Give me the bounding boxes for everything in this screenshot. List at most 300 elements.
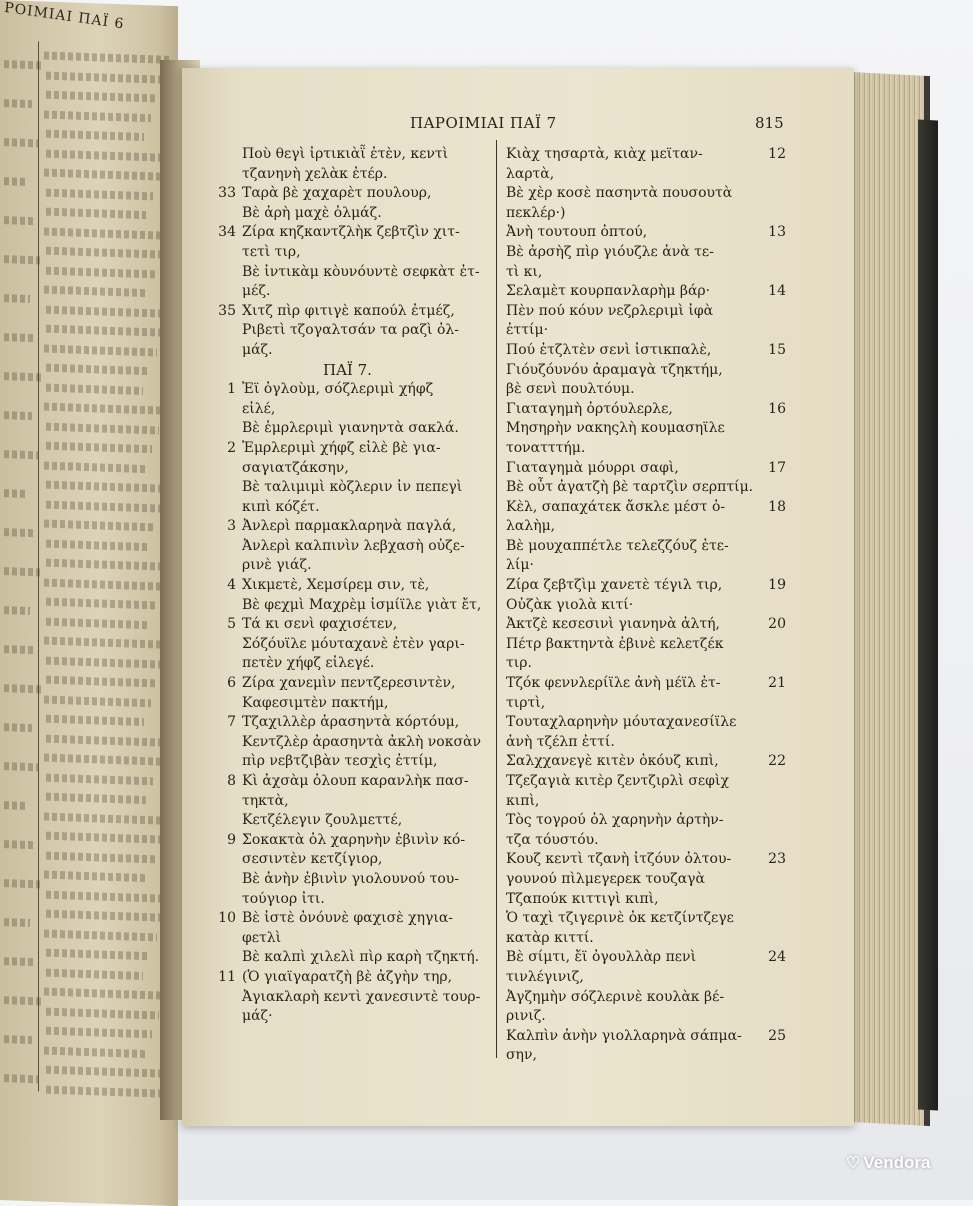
verse-line [506, 870, 786, 890]
verse-line [506, 772, 786, 792]
verse-line [506, 419, 786, 439]
verse-line [506, 537, 786, 557]
verse-line [506, 811, 786, 831]
verse-text: Κουζ κεντὶ τζανὴ ἰτζόυν ὀλτου- [506, 851, 732, 868]
verse-text: πεκλέρ·) [506, 204, 566, 221]
verse-number: 23 [768, 851, 786, 868]
left-page-line [46, 715, 144, 726]
verse-text: Τζόκ φεννλερίϊλε ἀνὴ μέϊλ ἐτ- [506, 675, 721, 692]
verse-text: Βὲ ἰντικὰμ κὸυνόυντὲ σεφκὰτ ἐτ- [242, 263, 480, 280]
verse-line [218, 811, 488, 831]
left-page-line [46, 1085, 161, 1097]
verse-text: τζα τόυστόυ. [506, 831, 599, 848]
verse-text: λαλὴμ, [506, 518, 556, 535]
verse-number: 35 [218, 302, 236, 319]
verse-line [218, 145, 488, 165]
verse-text: Ζίρα ζεβτζὶμ χανετὲ τέγιλ τιρ, [506, 577, 723, 594]
verse-text: πετὲν χήφζ εἰλεγέ. [242, 655, 375, 672]
verse-text: Κὲλ, σαπαχάτεκ ἄσκλε μέστ ὀ- [506, 498, 726, 515]
left-page-line [46, 656, 165, 668]
left-page-line [44, 286, 148, 298]
verse-text: Σόζόυϊλε μόυταχανὲ ἐτὲν γαρι- [242, 635, 465, 652]
left-page-margin-line [4, 294, 30, 303]
verse-line [218, 302, 488, 322]
left-running-head: ΡΟΙΜΙΑΙ ΠΑΪ 6 [3, 0, 126, 33]
verse-number: 14 [768, 283, 786, 300]
verse-text: Ἀγιακλαρὴ κεντὶ χανεσιντὲ τουρ- [242, 988, 481, 1005]
left-page-margin-line [4, 723, 32, 732]
verse-line [506, 694, 786, 714]
verse-line [218, 968, 488, 988]
left-page-line [46, 149, 167, 161]
left-page-margin-line [4, 450, 38, 459]
right-text-column [506, 145, 786, 1066]
verse-line [218, 556, 488, 576]
verse-number: 21 [768, 675, 786, 692]
verse-line [506, 282, 786, 302]
verse-text: ἀνὴ τζέλπ ἐττί. [506, 733, 615, 750]
verse-line [218, 439, 488, 459]
verse-text: Βὲ ἀνὴν ἐβινὶν γιολουνού του- [242, 870, 460, 887]
verse-text: ρινὲ γιάζ. [242, 557, 312, 574]
verse-line [506, 165, 786, 185]
left-column-rule [38, 41, 39, 1091]
verse-text: λίμ· [506, 557, 534, 574]
left-page-margin-line [4, 918, 30, 927]
verse-text: κιπὶ, [506, 792, 540, 809]
left-page-margin-line [4, 60, 42, 69]
verse-text: τινλέγινιζ, [506, 968, 584, 985]
verse-text: Βὲ ἐμρλεριμὶ γιανηντὰ σακλά. [242, 420, 459, 437]
left-page-margin-line [4, 567, 40, 576]
verse-line [506, 302, 786, 322]
verse-line [506, 223, 786, 243]
left-text-column [218, 145, 488, 1027]
verse-line [218, 929, 488, 949]
page-number: 815 [755, 114, 784, 132]
verse-text: Γιόυζόυνόυ ἀραμαγὰ τζηκτήμ, [506, 361, 723, 378]
verse-text: Ζίρα κηζκαντζλὴκ ζεβτζὶν χιτ- [242, 224, 460, 241]
verse-text: Βὲ ταλιμιμὶ κὸζλεριν ἰν πεπεγὶ [242, 479, 463, 496]
verse-text: Τὸς τογρού ὀλ χαρηνὴν ἀρτὴν- [506, 812, 724, 829]
verse-text: Ριβετὶ τζογαλτσάν τα ραζὶ ὀλ- [242, 322, 460, 339]
left-page-line [44, 988, 166, 1000]
verse-line [506, 380, 786, 400]
verse-text: μάζ. [242, 341, 273, 358]
verse-number: 7 [227, 714, 236, 731]
left-page-line [46, 130, 144, 141]
left-page-line [46, 1027, 152, 1039]
left-page-margin-line [4, 879, 40, 888]
verse-text: Πέτρ βακτηντὰ ἐβινὲ κελετζέκ [506, 635, 724, 652]
verse-text: Γιαταγημὴ ὀρτόυλερλε, [506, 400, 673, 417]
verse-text: Ὁ ταχὶ τζιγερινὲ ὀκ κετζίντζεγε [506, 910, 734, 927]
verse-text: Ἀνλερὶ παρμακλαρηνὰ παγλά, [242, 518, 457, 535]
left-page-line [44, 344, 157, 356]
left-page-line [44, 227, 169, 239]
left-page-line [46, 1007, 159, 1019]
verse-text: Τουταχλαρηνὴν μόυταχανεσίϊλε [506, 714, 737, 731]
left-page-line [44, 929, 157, 941]
left-page-margin-line [4, 489, 28, 498]
verse-line [506, 184, 786, 204]
verse-line [218, 752, 488, 772]
vendora-heart-icon: ♡ [846, 1155, 861, 1172]
left-page-margin-line [4, 957, 36, 966]
verse-text: Ταρὰ βὲ χαχαρὲτ πουλουρ, [242, 185, 432, 202]
verse-number: 1 [227, 381, 236, 398]
verse-text: σεσιντὲν κετζίγιορ, [242, 851, 383, 868]
verse-text: πὶρ νεβτζιβὰν τεσχὶς ἐττίμ, [242, 753, 438, 770]
verse-line [218, 165, 488, 185]
left-page-line [44, 520, 154, 532]
left-page-line [46, 793, 146, 804]
left-page-line [44, 637, 172, 649]
verse-line [218, 419, 488, 439]
verse-text: Γιαταγημὰ μόυρρι σαφὶ, [506, 459, 679, 476]
left-page-margin-line [4, 684, 42, 693]
verse-text: Τζεζαγιὰ κιτὲρ ζεντζιρλὶ σεφὶχ [506, 773, 729, 789]
left-page-line [46, 910, 164, 922]
verse-text: κατὰρ κιττί. [506, 929, 594, 946]
verse-text: Βὲ φεχμὶ Μαχρὲμ ἰσμίϊλε γιὰτ ἔτ, [242, 596, 482, 613]
verse-text: Βὲ ἀρσὴζ πὶρ γιόυζλε ἀνὰ τε- [506, 243, 714, 260]
verse-line [506, 890, 786, 910]
verse-line [218, 890, 488, 910]
left-page-margin-line [4, 1035, 32, 1044]
verse-text: εἰλέ, [242, 400, 276, 417]
verse-line [506, 948, 786, 968]
left-page-line [46, 1066, 168, 1078]
verse-line [218, 537, 488, 557]
verse-line [218, 831, 488, 851]
verse-text: λαρτὰ, [506, 165, 555, 182]
left-page-line [46, 539, 147, 551]
verse-line [218, 694, 488, 714]
verse-text: Κιὰχ τησαρτὰ, κιὰχ μεϊταν- [506, 146, 703, 162]
verse-line [506, 713, 786, 733]
verse-text: Ποὺ θεγὶ ἰρτικιὰῗ ἐτὲν, κεντὶ [242, 146, 449, 162]
verse-line [506, 321, 786, 341]
left-page-margin-line [4, 996, 42, 1005]
left-page-line [46, 188, 153, 200]
verse-text: Χιτζ πὶρ φιτιγὲ καπούλ ἐτμέζ, [242, 302, 455, 319]
left-page-line [44, 754, 160, 766]
left-page-line [46, 208, 146, 219]
vendora-watermark [846, 1153, 930, 1173]
verse-line [506, 498, 786, 518]
left-page-margin-line [4, 645, 36, 654]
left-page-margin-line [4, 372, 42, 381]
verse-text: τούγιορ ἰτι. [242, 890, 325, 907]
verse-text: Βὲ ἀρὴ μαχὲ ὀλμάζ. [242, 204, 382, 221]
verse-text: (Ὁ γιαϊγαρατζὴ βὲ ἀζγὴν τηρ, [242, 968, 453, 985]
verse-text: Βὲ σίμτι, ἔϊ ὀγουλλὰρ πενὶ [506, 949, 697, 966]
verse-number: 34 [218, 224, 236, 241]
left-page-line [46, 559, 170, 571]
left-page-line [44, 110, 151, 122]
verse-text: βὲ σενὶ πουλτόυμ. [506, 381, 635, 398]
verse-number: 13 [768, 224, 786, 241]
verse-line [506, 1027, 786, 1047]
left-page-margin-line [4, 840, 34, 849]
left-page-line [46, 305, 171, 317]
verse-text: Βὲ ἰστὲ ὀνόυνὲ φαχισὲ χηγια- [242, 910, 454, 927]
left-page-line [46, 71, 165, 83]
left-page-margin-line [4, 528, 34, 537]
verse-line [218, 850, 488, 870]
verse-line [218, 1007, 488, 1027]
left-page-line [46, 325, 164, 337]
verse-text: μάζ· [242, 1008, 273, 1025]
verse-text: Σαλχχανεγὲ κιτὲν ὀκόυζ κιπὶ, [506, 753, 719, 770]
verse-text: Μησηρὴν νακηςλὴ κουμασηϊλε [506, 420, 725, 437]
left-page-line [44, 871, 148, 883]
verse-number: 4 [227, 577, 236, 594]
verse-line [218, 223, 488, 243]
verse-line [218, 615, 488, 635]
verse-number: 22 [768, 753, 786, 770]
verse-text: Καλπὶν ἀνὴν γιολλαρηνὰ σάπμα- [506, 1027, 742, 1044]
verse-number: 19 [768, 577, 786, 594]
verse-text: Βὲ οὖτ ἀγατζὴ βὲ ταρτζὶν σερπτίμ. [506, 479, 754, 496]
verse-line [218, 321, 488, 341]
verse-text: τζανηνὴ χελὰκ ἐτέρ. [242, 165, 388, 182]
verse-number: 16 [768, 400, 786, 417]
left-page-margin-line [4, 801, 28, 810]
left-page-margin-line [4, 762, 38, 771]
verse-line [506, 929, 786, 949]
verse-number: 24 [768, 949, 786, 966]
verse-text: Σοκακτὰ ὀλ χαρηνὴν ἐβινὶν κό- [242, 831, 466, 848]
verse-number: 5 [227, 616, 236, 633]
verse-line [506, 145, 786, 165]
verse-number: 2 [227, 439, 236, 456]
left-page-line [46, 91, 158, 103]
verse-line [218, 576, 488, 596]
left-page-line [46, 890, 171, 902]
left-page-line [46, 832, 162, 844]
verse-text: Καφεσιμτὲν πακτήμ, [242, 694, 389, 711]
verse-line [506, 988, 786, 1008]
left-page-line [44, 461, 145, 473]
left-page-line [46, 773, 153, 785]
verse-line [506, 792, 786, 812]
verse-number: 3 [227, 518, 236, 535]
verse-number: 10 [218, 910, 236, 927]
verse-text: Ἀνὴ τουτουπ ὀπτού, [506, 224, 648, 241]
verse-text: Χικμετὲ, Χεμσίρεμ σιν, τὲ, [242, 577, 430, 594]
verse-text: Πὲν πού κόυν νεζρλεριμὶ ἰφὰ [506, 302, 714, 319]
verse-line [506, 850, 786, 870]
running-head: ΠΑΡΟΙΜΙΑΙ ΠΑΪ 7 [410, 114, 557, 132]
verse-line [218, 988, 488, 1008]
verse-number: 9 [227, 831, 236, 848]
verse-number: 33 [218, 185, 236, 202]
verse-text: τονατττήμ. [506, 439, 586, 456]
left-page-line [46, 598, 156, 610]
left-page-line [46, 442, 152, 454]
left-page-margin-line [4, 177, 28, 186]
verse-number: 11 [218, 968, 236, 985]
left-page-line [44, 578, 163, 590]
verse-line [506, 478, 786, 498]
verse-text: τὶ κι, [506, 263, 543, 280]
verse-line [506, 733, 786, 753]
verse-text: ἐττίμ· [506, 322, 549, 339]
verse-line [506, 439, 786, 459]
verse-line [506, 263, 786, 283]
verse-line [506, 1007, 786, 1027]
verse-line [218, 654, 488, 674]
verse-text: τιρτὶ, [506, 694, 546, 711]
left-page-line [44, 1046, 145, 1058]
left-page-line [46, 383, 143, 394]
verse-text: Κεντζλὲρ ἀρασηντὰ ἀκλὴ νοκσὰν [242, 733, 481, 750]
vendora-brand: Vendora [863, 1153, 931, 1172]
verse-number: 20 [768, 616, 786, 633]
verse-line [218, 713, 488, 733]
verse-line [218, 635, 488, 655]
verse-line [506, 517, 786, 537]
verse-line [506, 400, 786, 420]
verse-number: 12 [768, 146, 786, 162]
left-page-line [44, 695, 151, 707]
left-page-line [46, 676, 158, 688]
left-page-line [46, 617, 149, 629]
left-page-line [44, 52, 172, 64]
verse-line [506, 635, 786, 655]
verse-number: 15 [768, 341, 786, 358]
verse-line [218, 596, 488, 616]
left-page-line [46, 364, 150, 376]
verse-line [218, 948, 488, 968]
verse-text: ρινιζ. [506, 1008, 546, 1025]
verse-number: 18 [768, 498, 786, 515]
verse-text: Βὲ χὲρ κοσὲ πασηντὰ πουσουτὰ [506, 185, 733, 202]
column-divider [496, 140, 497, 1058]
verse-line [218, 282, 488, 302]
left-page-line [46, 500, 161, 512]
verse-text: Τά κι σενὶ φαχισέτεν, [242, 616, 398, 633]
verse-line [506, 654, 786, 674]
verse-text: Τζαπούκ κιττιγὶ κιπὶ, [506, 890, 659, 907]
left-page-margin-line [4, 411, 32, 420]
left-page-line [46, 968, 143, 979]
verse-line [506, 243, 786, 263]
verse-line [506, 752, 786, 772]
verse-text: μέζ. [242, 283, 271, 300]
verse-line [218, 478, 488, 498]
verse-line [218, 870, 488, 890]
verse-text: τηκτὰ, [242, 792, 289, 809]
left-page-line [44, 169, 160, 181]
verse-line [218, 517, 488, 537]
verse-text: Οὐζὰκ γιολὰ κιτί· [506, 596, 634, 613]
verse-line [506, 831, 786, 851]
book-cover-edge [918, 119, 938, 1110]
verse-line [218, 498, 488, 518]
verse-text: Ἀνλερὶ καλπινὶν λεβχασὴ οὐζε- [242, 537, 465, 554]
verse-text: Βὲ μουχαππέτλε τελεζζόυζ ἐτε- [506, 537, 729, 554]
left-page-line [46, 481, 168, 493]
left-page-line [46, 734, 167, 746]
verse-text: Τζαχιλλὲρ ἀρασηντὰ κόρτόυμ, [242, 714, 460, 731]
verse-line [218, 204, 488, 224]
verse-line [218, 733, 488, 753]
verse-line [218, 400, 488, 420]
verse-text: Ἐϊ ὀγλοὺμ, σόζλεριμὶ χήφζ [242, 381, 434, 398]
verse-text: Πού ἐτζλτὲν σενὶ ἰστικπαλὲ, [506, 341, 712, 358]
verse-line [506, 596, 786, 616]
left-page-line [46, 266, 155, 278]
verse-text: Σελαμὲτ κουρπανλαρὴμ βάρ· [506, 283, 711, 300]
verse-line [218, 380, 488, 400]
verse-text: κιπὶ κόζέτ. [242, 498, 320, 515]
verse-line [218, 341, 488, 361]
verse-text: τιρ. [506, 655, 532, 672]
verse-text: Κετζέλεγιν ζουλμεττέ, [242, 812, 403, 829]
verse-line [506, 556, 786, 576]
verse-text: τετὶ τιρ, [242, 243, 301, 260]
verse-line [506, 341, 786, 361]
verse-line [506, 674, 786, 694]
verse-line [506, 615, 786, 635]
verse-line [506, 576, 786, 596]
verse-line [218, 263, 488, 283]
left-page-margin-line [4, 606, 30, 615]
verse-number: 6 [227, 675, 236, 692]
verse-text: Ἀγζημὴν σόζλερινὲ κουλὰκ βέ- [506, 988, 725, 1005]
verse-line [218, 909, 488, 929]
verse-line [506, 204, 786, 224]
verse-line [506, 361, 786, 381]
verse-line [506, 909, 786, 929]
left-page-margin-line [4, 255, 40, 264]
left-page-margin-line [4, 333, 36, 342]
left-page-line [44, 403, 166, 415]
verse-text: Βὲ καλπὶ χιλελὶ πὶρ καρὴ τζηκτή. [242, 949, 480, 966]
chapter-heading: ΠΑΪ 7. [323, 360, 372, 379]
verse-text: φετλὶ [242, 929, 282, 946]
left-page-line [44, 812, 169, 824]
verse-line [506, 968, 786, 988]
left-page-margin-line [4, 1074, 38, 1083]
verse-line [218, 184, 488, 204]
verse-text: Ἀκτζὲ κεσεσινὶ γιανηνὰ ἀλτή, [506, 616, 720, 633]
verse-number: 25 [768, 1027, 786, 1044]
verse-line [218, 361, 488, 381]
verse-text: Κὶ ἀχσὰμ ὀλουπ καρανλὴκ πασ- [242, 773, 469, 789]
verse-text: Ἐμρλεριμὶ χήφζ εἰλὲ βὲ για- [242, 439, 441, 456]
verse-line [218, 772, 488, 792]
left-page-line [46, 851, 155, 863]
left-page-line [46, 247, 162, 259]
verse-text: σαγιατζάκσην, [242, 459, 349, 476]
left-page-margin-line [4, 216, 34, 225]
left-page [0, 0, 178, 1206]
verse-line [506, 1046, 786, 1066]
verse-text: γουνού πὶλμεγερεκ τουζαγὰ [506, 870, 705, 887]
verse-number: 8 [227, 773, 236, 789]
left-page-margin-line [4, 138, 38, 147]
left-page-line [46, 949, 150, 961]
verse-number: 17 [768, 459, 786, 476]
left-page-margin-line [4, 99, 32, 108]
verse-line [218, 792, 488, 812]
verse-text: σην, [506, 1047, 537, 1064]
verse-line [506, 459, 786, 479]
